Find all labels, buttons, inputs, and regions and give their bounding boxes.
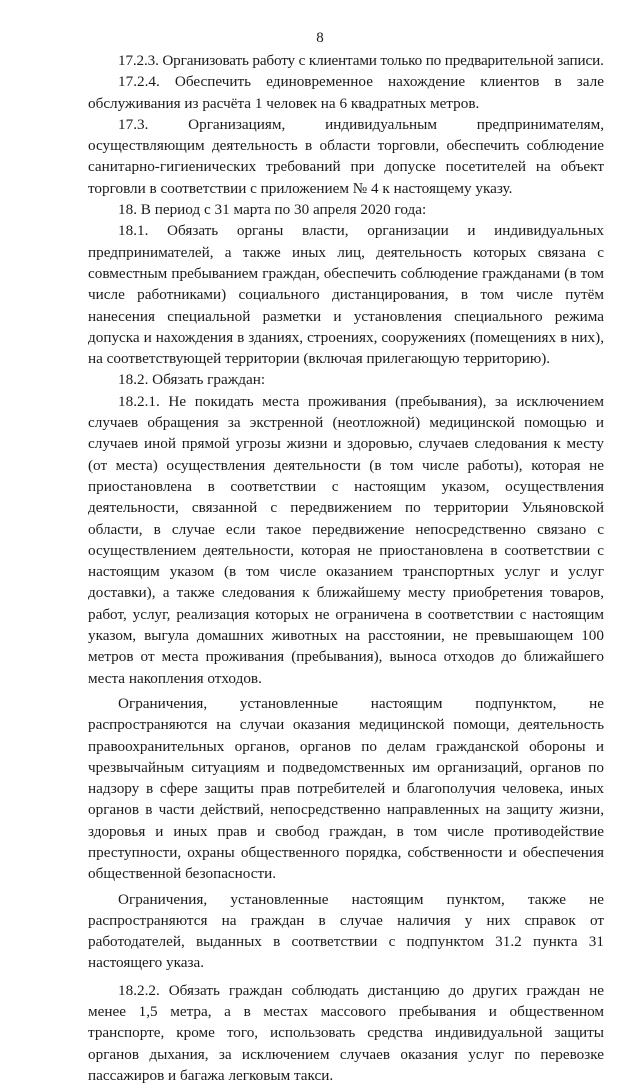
paragraph-17-2-4: 17.2.4. Обеспечить единовременное нахождение клиентов в зале обслуживания из расчёта 1 человек на 6 квадратных метров.: [88, 73, 604, 112]
paragraph-18-2: 18.2. Обязать граждан:: [118, 371, 266, 389]
document-body: [88, 50, 604, 1086]
page-number: 8: [316, 30, 324, 46]
paragraph-17-2-3: 17.2.3. Организовать работу с клиентами только по предварительной записи.: [118, 52, 604, 69]
paragraph-restrictions-subpoint: Ограничения, установленные настоящим подпунктом, не распространяются на случаи оказания медицинской помощи, деятельность правоохранительных органов, органов по делам гражданской обороны и чрезвычайным ситуациям и подведомственных им организаций, органов по надзору в сфере защиты прав потребителей и благополучия человека, иных органов в части действий, непосредственно направленных на защиту жизни, здоровья и иных прав и свобод граждан, в том числе противодействие преступности, охраны общественного порядка, собственности и обеспечения общественной безопасности.: [88, 694, 604, 883]
paragraph-17-3: 17.3. Организациям, индивидуальным предпринимателям, осуществляющим деятельность в области торговли, обеспечить соблюдение санитарно-гигиенических требований при допуске посетителей на объект торговли в соответствии с приложением № 4 к настоящему указу.: [88, 115, 604, 197]
paragraph-18-2-2: 18.2.2. Обязать граждан соблюдать дистанцию до других граждан не менее 1,5 метра, а в местах массового пребывания и общественном транспорте, кроме того, использовать средства индивидуальной защиты органов дыхания, за исключением случаев оказания услуг по перевозке пассажиров и багажа легковым такси.: [88, 981, 604, 1084]
paragraph-18-2-1: 18.2.1. Не покидать места проживания (пребывания), за исключением случаев обращения за экстренной (неотложной) медицинской помощью и случаев иной прямой угрозы жизни и здоровью, случаев следования к месту (от места) осуществления деятельности (в том числе работы), которая не приостановлена в соответствии с настоящим указом, осуществления деятельности, связанной с передвижением по территории Ульяновской области, в случае если такое передвижение непосредственно связано с осуществлением деятельности, которая не приостановлена в соответствии с настоящим указом (в том числе оказанием транспортных услуг и услуг доставки), а также следования к ближайшему месту приобретения товаров, работ, услуг, реализация которых не ограничена в соответствии с настоящим указом, выгула домашних животных на расстоянии, не превышающем 100 метров от места проживания (пребывания), выноса отходов до ближайшего места накопления отходов.: [88, 392, 604, 687]
paragraph-18-1: 18.1. Обязать органы власти, организации и индивидуальных предпринимателей, а также иных лиц, деятельность которых связана с совместным пребыванием граждан, обеспечить соблюдение гражданами (в том числе работниками) социального дистанцирования, в том числе путём нанесения специальной разметки и установления специального режима допуска и нахождения в зданиях, строениях, сооружениях (помещениях в них), на соответствующей территории (включая прилегающую территорию).: [88, 222, 604, 368]
paragraph-18: 18. В период с 31 марта по 30 апреля 2020 года:: [118, 201, 427, 219]
paragraph-restrictions-point: Ограничения, установленные настоящим пунктом, также не распространяются на граждан в случае наличия у них справок от работодателей, выданных в соответствии с подпунктом 31.2 пункта 31 настоящего указа.: [88, 890, 604, 972]
